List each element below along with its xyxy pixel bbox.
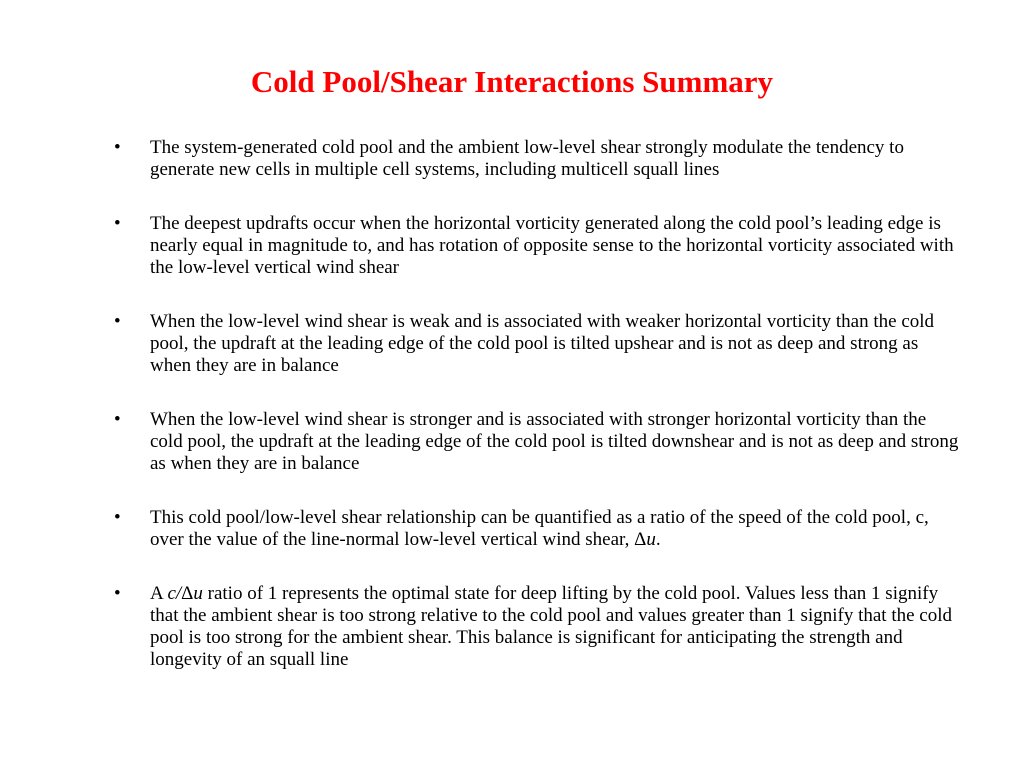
variable-c-ratio: c/ — [167, 583, 182, 604]
bullet-dot-icon: • — [114, 583, 121, 604]
bullet-text-prefix: A — [150, 583, 168, 604]
bullet-dot-icon: • — [114, 137, 121, 158]
bullet-item-1 — [110, 137, 960, 181]
bullet-text: The deepest updrafts occur when the horizontal vorticity generated along the cold pool’s leading edge is nearly equal in magnitude to, and has rotation of opposite sense to the horizontal vorticity associated with the low-level vertical wind shear — [150, 213, 954, 278]
bullet-text-main: ratio of 1 represents the optimal state for deep lifting by the cold pool. Values less than 1 signify that the ambient shear is too strong relative to the cold pool and values greater than 1 signify that the cold pool is too strong for the ambient shear. This balance is significant for anticipating the strength and longevity of an squall line — [150, 583, 952, 670]
bullet-item-4 — [110, 409, 960, 475]
bullet-dot-icon: • — [114, 213, 121, 234]
bullet-dot-icon: • — [114, 409, 121, 430]
slide-title: Cold Pool/Shear Interactions Summary — [250, 64, 774, 99]
bullet-item-5 — [110, 507, 960, 551]
bullet-text-main: This cold pool/low-level shear relationship can be quantified as a ratio of the speed of the cold pool, c, over the value of the line-normal low-level vertical wind shear, — [150, 507, 929, 550]
bullet-text: The system-generated cold pool and the ambient low-level shear strongly modulate the tendency to generate new cells in multiple cell systems, including multicell squall lines — [150, 137, 904, 180]
delta-symbol: Δ — [181, 583, 194, 604]
bullet-text — [150, 507, 960, 551]
bullet-item-3 — [110, 311, 960, 377]
bullet-text: When the low-level wind shear is stronger and is associated with stronger horizontal vorticity than the cold pool, the updraft at the leading edge of the cold pool is tilted downshear and is not as deep and strong as when they are in balance — [150, 409, 959, 474]
variable-u: u — [646, 529, 656, 550]
bullet-item-6 — [110, 583, 960, 671]
bullet-text — [150, 583, 960, 671]
delta-symbol: Δ — [634, 529, 647, 550]
bullet-list — [110, 137, 960, 703]
bullet-dot-icon: • — [114, 507, 121, 528]
variable-u: u — [193, 583, 203, 604]
bullet-text: When the low-level wind shear is weak and is associated with weaker horizontal vorticity than the cold pool, the updraft at the leading edge of the cold pool is tilted upshear and is not as deep and strong as when they are in balance — [150, 311, 935, 376]
bullet-text-end: . — [655, 529, 661, 550]
bullet-item-2 — [110, 213, 960, 279]
bullet-dot-icon: • — [114, 311, 121, 332]
